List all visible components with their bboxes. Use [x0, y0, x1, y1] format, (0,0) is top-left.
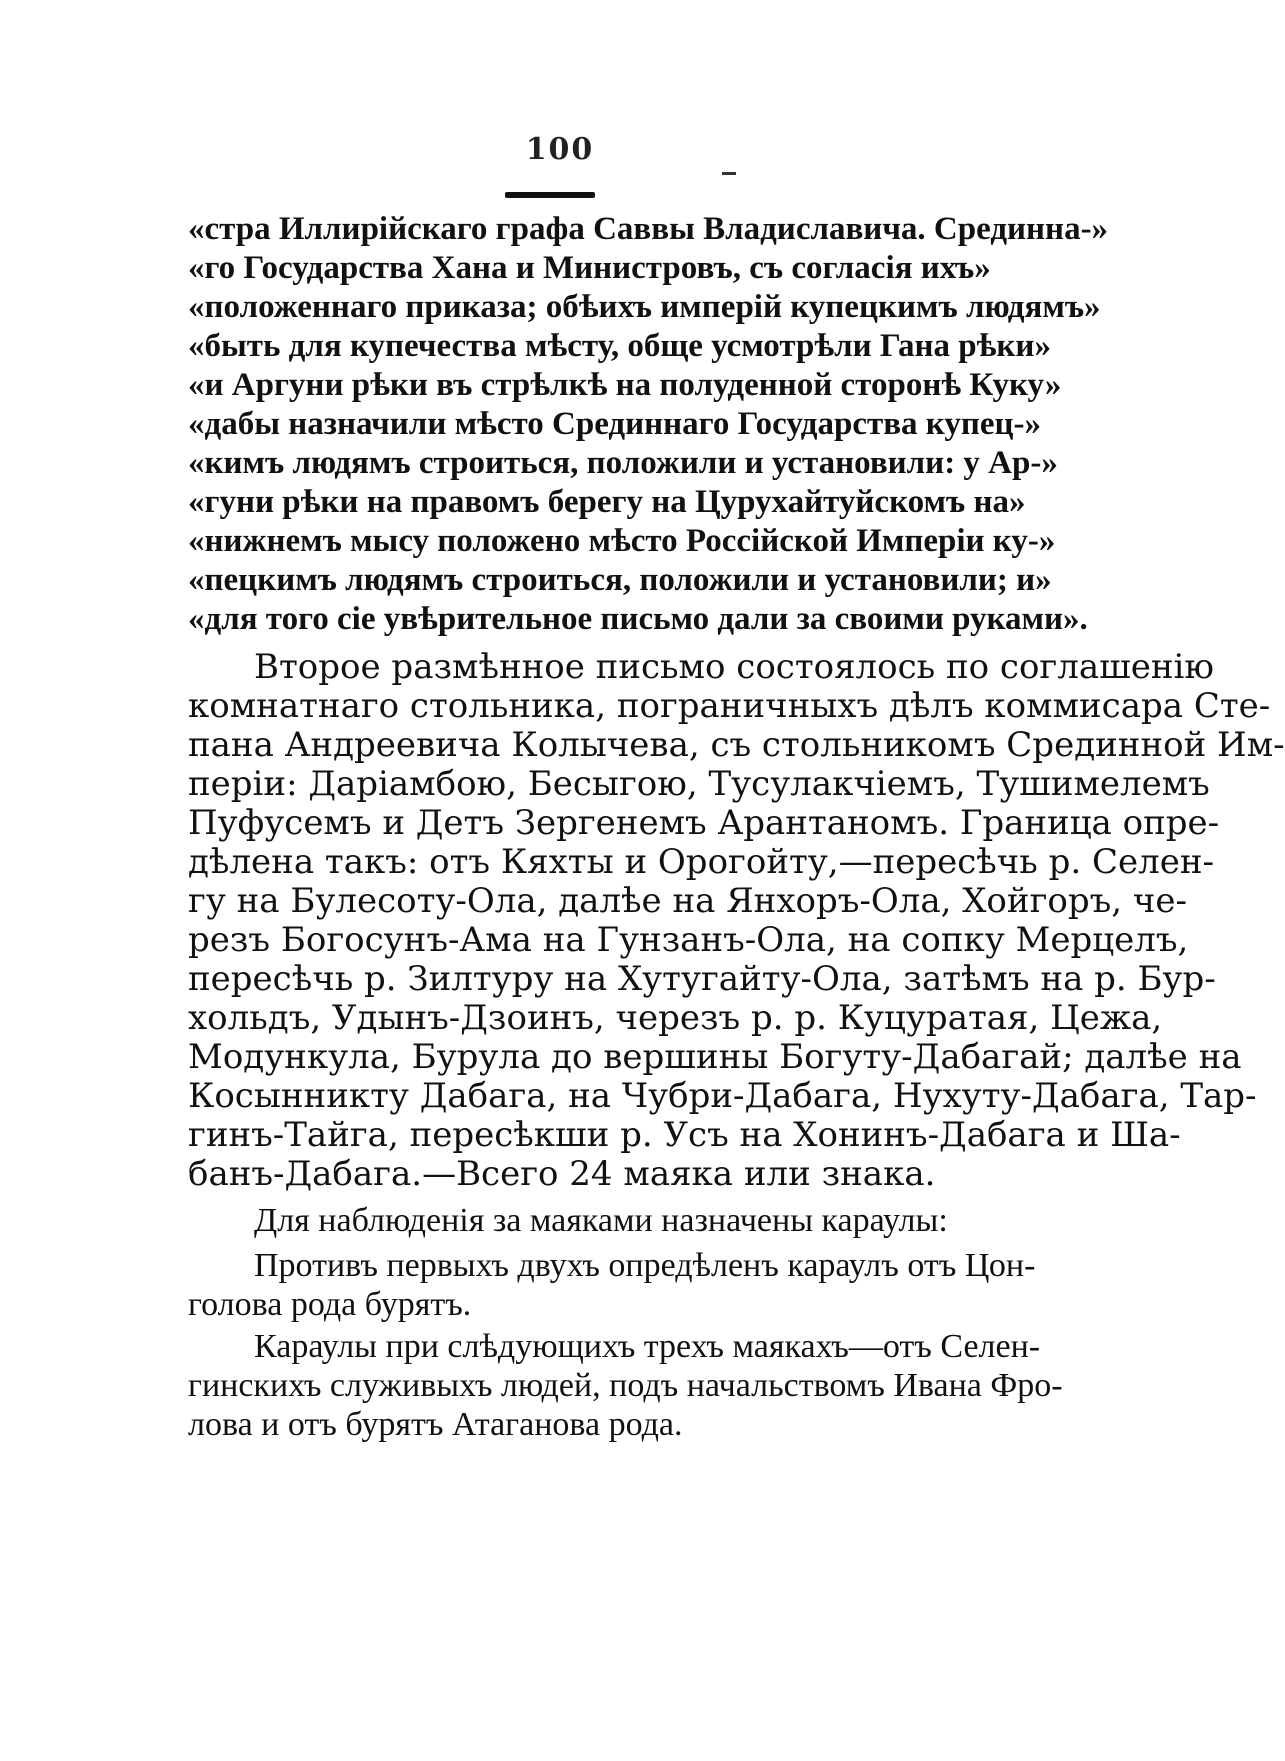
text-line: «нижнемъ мысу положено мѣсто Россійской Имперіи ку-» — [188, 523, 1056, 559]
text-line: гу на Булесоту-Ола, далѣе на Янхоръ-Ола, Хойгоръ, че- — [188, 881, 1187, 921]
text-line: «гуни рѣки на правомъ берегу на Цурухайтуйскомъ на» — [188, 484, 1026, 520]
text-line: «пецкимъ людямъ строиться, положили и установили; и» — [188, 562, 1052, 598]
text-line: комнатнаго стольника, пограничныхъ дѣлъ коммисара Сте- — [188, 686, 1271, 726]
text-line: пана Андреевича Колычева, съ стольникомъ Срединной Им- — [188, 725, 1285, 765]
header-rule — [505, 192, 595, 198]
text-line: Для наблюденія за маяками назначены караулы: — [254, 1202, 948, 1239]
text-line: «го Государства Хана и Министровъ, съ согласія ихъ» — [188, 250, 991, 286]
text-line: банъ-Дабага.—Всего 24 маяка или знака. — [188, 1154, 936, 1194]
text-line: Противъ первыхъ двухъ опредѣленъ караулъ отъ Цон- — [254, 1247, 1036, 1284]
text-line: гинскихъ служивыхъ людей, подъ начальствомъ Ивана Фро- — [188, 1367, 1063, 1404]
text-line: хольдъ, Удынъ-Дзоинъ, черезъ р. р. Куцуратая, Цежа, — [188, 998, 1163, 1038]
text-line: лова и отъ бурятъ Атаганова рода. — [188, 1406, 683, 1443]
text-line: Модункула, Бурула до вершины Богуту-Дабагай; далѣе на — [188, 1037, 1242, 1077]
text-line: гинъ-Тайга, пересѣкши р. Усъ на Хонинъ-Дабага и Ша- — [188, 1115, 1181, 1155]
text-line: резъ Богосунъ-Ама на Гунзанъ-Ола, на сопку Мерцелъ, — [188, 920, 1189, 960]
page-number: 100 — [525, 132, 595, 167]
paragraph-border-definition — [188, 647, 1285, 1194]
paragraph-first-guard — [188, 1246, 1036, 1324]
text-line: «стра Иллирійскаго графа Саввы Владиславича. Срединна-» — [188, 211, 1109, 247]
header-dash — [722, 172, 736, 175]
text-line: періи: Даріамбою, Бесыгою, Тусулакчіемъ, Тушимелемъ — [188, 764, 1210, 804]
text-line: голова рода бурятъ. — [188, 1286, 472, 1323]
text-line: пересѣчь р. Зилтуру на Хутугайту-Ола, затѣмъ на р. Бур- — [188, 959, 1216, 999]
text-line: Караулы при слѣдующихъ трехъ маякахъ—отъ Селен- — [254, 1328, 1041, 1365]
text-line: «быть для купечества мѣсту, обще усмотрѣли Гана рѣки» — [188, 328, 1051, 364]
text-line: «для того сіе увѣрительное письмо дали за своими руками». — [188, 601, 1088, 637]
text-line: Косынникту Дабага, на Чубри-Дабага, Нухуту-Дабага, Тар- — [188, 1076, 1257, 1116]
text-line: «положеннаго приказа; обѣихъ имперій купецкимъ людямъ» — [188, 289, 1101, 325]
text-line: «кимъ людямъ строиться, положили и установили: у Ар-» — [188, 445, 1058, 481]
text-line: «и Аргуни рѣки въ стрѣлкѣ на полуденной сторонѣ Куку» — [188, 367, 1062, 403]
text-line: Второе размѣнное письмо состоялось по соглашенію — [254, 647, 1214, 687]
quoted-treaty-text — [188, 210, 1109, 639]
paragraph-guards-intro — [188, 1201, 978, 1240]
text-line: «дабы назначили мѣсто Срединнаго Государства купец-» — [188, 406, 1041, 442]
text-line: Пуфусемъ и Детъ Зергенемъ Арантаномъ. Граница опре- — [188, 803, 1220, 843]
text-line: дѣлена такъ: отъ Кяхты и Орогойту,—пересѣчь р. Селен- — [188, 842, 1214, 882]
paragraph-second-guard — [188, 1327, 1063, 1444]
